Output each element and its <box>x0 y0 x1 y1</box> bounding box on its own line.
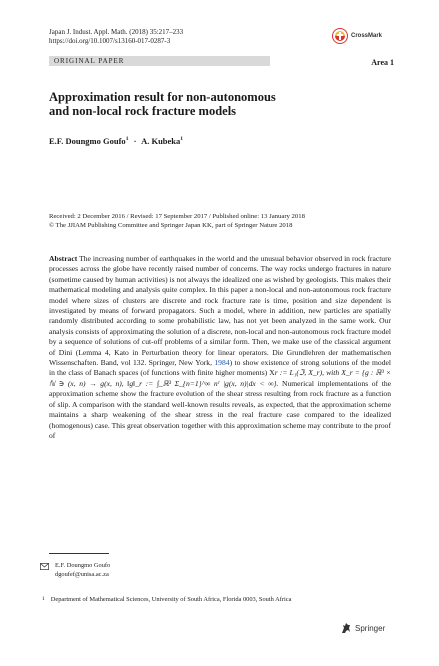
author-2-affil: 1 <box>180 136 184 143</box>
affiliation-mark: 1 <box>42 596 45 602</box>
publication-history <box>49 212 399 230</box>
abstract-heading: Abstract <box>49 254 78 263</box>
abstract-text-3: Numerical implementations of the approximation scheme show the fracture evolution of the shear stress resulting from rock fracture as a function of slip. A comparison with the standard well-known results reveals, as expected, that the approximation scheme maintains a sharp weakening of the shear stress in the real fracture case compared to the idealized (homogenous) case. This great observation together with this approximation scheme may contribute to the proof of <box>49 378 391 440</box>
crossmark-label: CrossMark <box>351 33 383 39</box>
envelope-icon <box>40 563 49 570</box>
journal-header <box>49 28 183 46</box>
title-line-1: Approximation result for non-autonomous <box>49 90 276 104</box>
abstract-text-1: The increasing number of earthquakes in the world and the unusual behavior observed in rock fracture processes across the globe have recently raised number of concerns. The way rocks undergo fractures in nature (sometime caused by human activities) is not always the idealized one as wished by geologists. This makes their mathematical modeling and analysis quite complex. In this paper a non-local and non-autonomous rock fracture model where sizes of clusters are discrete and rock fracture rate is time, position and size dependent is investigated by means of forward propagators. Such a model, where in addition, new particles are spatially randomly distributed according to some probabilistic law, has not yet been analyzed in the same work. Our analysis consists of approximating the solution of a discrete, non-local and non-autonomous rock fracture model by a sequence of solutions of cut-off problems of a similar form. Then, we make use of the classical argument of Dini (Lemma 4, Kato in Perturbation theory for linear operators. Die Grundlehren der mathematischen Wissenschaften. Band, vol 132. Springer, New York, <box>49 254 391 368</box>
corresponding-name: E.F. Doungmo Goufo <box>55 562 111 569</box>
crossmark-icon <box>332 28 348 44</box>
area-label: Area 1 <box>371 58 394 67</box>
corresponding-email[interactable]: dgoufef@unisa.ac.za <box>55 570 109 578</box>
article-title <box>49 90 329 118</box>
doi-link[interactable]: https://doi.org/10.1007/s13160-017-0287-3 <box>49 37 171 45</box>
author-list <box>49 136 183 146</box>
abstract <box>49 254 391 441</box>
publisher-name: Springer <box>355 623 386 633</box>
journal-citation: Japan J. Indust. Appl. Math. (2018) 35:217–233 <box>49 28 184 36</box>
affiliation-footnote <box>42 596 291 605</box>
author-1-affil: 1 <box>125 136 129 143</box>
author-separator: · <box>133 136 137 146</box>
title-line-2: and non-local rock fracture models <box>49 104 237 118</box>
received-dates: Received: 2 December 2016 / Revised: 17 September 2017 / Published online: 13 January 2018 <box>49 213 305 220</box>
abstract-text-2: ) to show existence of strong solutions of the model in the class of Banach spaces (of functions with finite higher moments) X <box>49 358 391 378</box>
crossmark-badge[interactable] <box>332 24 394 48</box>
abstract-math: r := L₁(ℑ, X_r), with X_r = {g : ℝ³ × ℕ ∋ (x, n) → g(x, n), ‖g‖_r := ∫_ℝ³ Σ_{n=1}^∞ nʳ |g(x, n)|dx < ∞}. <box>49 368 391 388</box>
copyright-notice: © The JJIAM Publishing Committee and Springer Japan KK, part of Springer Nature 2018 <box>49 222 293 229</box>
footnote-rule <box>49 553 109 554</box>
section-label: ORIGINAL PAPER <box>54 57 125 65</box>
springer-horse-icon <box>340 622 352 634</box>
publisher-logo <box>340 622 385 634</box>
author-1[interactable]: E.F. Doungmo Goufo <box>49 136 126 146</box>
corresponding-author <box>40 562 110 579</box>
citation-link[interactable]: 1984 <box>214 358 230 368</box>
affiliation-text: Department of Mathematical Sciences, University of South Africa, Florida 0003, South Africa <box>50 596 292 603</box>
author-2[interactable]: A. Kubeka <box>141 136 181 146</box>
